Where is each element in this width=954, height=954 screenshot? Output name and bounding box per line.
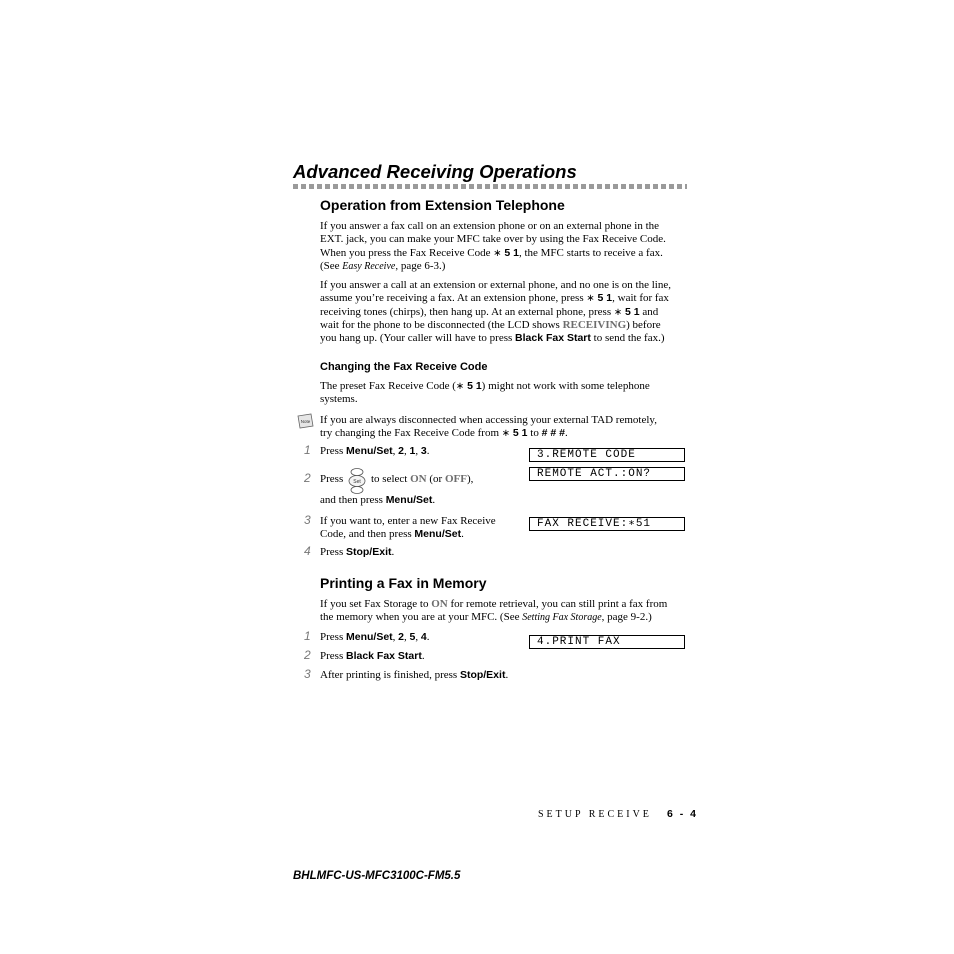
step-text: Press Black Fax Start. [320, 650, 425, 662]
step-text-line2: and then press Menu/Set. [320, 494, 436, 506]
step-text: Press Menu/Set, 2, 1, 3. [320, 445, 430, 457]
section-title-change-code: Changing the Fax Receive Code [320, 361, 488, 373]
lcd-term: RECEIVING [562, 318, 627, 331]
section-title-extension: Operation from Extension Telephone [320, 197, 565, 213]
step-text-continued: to select ON (or OFF), [371, 473, 474, 485]
paragraph-extension-2: If you answer a call at an extension or external phone, and no one is on the line, assume you’re receiving a fax. At an extension phone, press ∗ 5 1, wait for fax receiving tones (chirps), then hang up. At an external phone, press ∗ 5 1 and wait for the phone to be disconnected (the LCD shows RECEIVING) before you hang up. (Your caller will have to press Black Fax Start to send the fax.) [320, 279, 671, 345]
step-text: Press [320, 473, 344, 485]
section-title-print-memory: Printing a Fax in Memory [320, 575, 487, 591]
page-number: 6 - 4 [667, 808, 699, 820]
lcd-display: 3.REMOTE CODE [529, 448, 685, 462]
note-text: If you are always disconnected when accessing your external TAD remotely, try changing the Fax Receive Code from ∗ 5 1 to # # #. [320, 414, 657, 440]
step-text: After printing is finished, press Stop/Exit. [320, 669, 509, 681]
heading-dotted-rule [293, 184, 687, 189]
document-id: BHLMFC-US-MFC3100C-FM5.5 [293, 870, 461, 882]
note-icon [297, 413, 314, 429]
step-text: Press Stop/Exit. [320, 546, 395, 558]
star-key-icon: ∗ [493, 247, 502, 259]
svg-text:Note: Note [300, 419, 311, 424]
navigation-key-icon [347, 467, 367, 495]
page-heading: Advanced Receiving Operations [293, 161, 577, 182]
footer-section-name: SETUP RECEIVE [538, 809, 652, 820]
step-number: 2 [304, 471, 311, 485]
step-number: 4 [304, 544, 311, 558]
step-number: 1 [304, 629, 311, 643]
lcd-display: REMOTE ACT.:ON? [529, 467, 685, 481]
cross-reference: Easy Receive [342, 260, 396, 272]
step-number: 3 [304, 667, 311, 681]
step-number: 2 [304, 648, 311, 662]
step-number: 1 [304, 443, 311, 457]
star-key-icon: ∗ [455, 381, 465, 392]
paragraph-extension-1: If you answer a fax call on an extension phone or on an external phone in the EXT. jack, you can make your MFC take over by using the Fax Receive Code. When you press the Fax Receive Code ∗ 5 1, the MFC starts to receive a fax. (See Easy Receive, page 6-3.) [320, 220, 666, 272]
step-number: 3 [304, 513, 311, 527]
star-key-icon: ∗ [613, 306, 623, 318]
lcd-display: FAX RECEIVE:∗51 [529, 517, 685, 531]
paragraph-print-memory: If you set Fax Storage to ON for remote retrieval, you can still print a fax from the memory when you are at your MFC. (See Setting Fax Storage, page 9-2.) [320, 598, 668, 624]
key-name: Black Fax Start [515, 332, 591, 345]
lcd-display: 4.PRINT FAX [529, 635, 685, 649]
step-text: Press Menu/Set, 2, 5, 4. [320, 631, 430, 643]
star-key-icon: ∗ [501, 428, 511, 440]
svg-text:Set: Set [353, 479, 361, 485]
cross-reference: Setting Fax Storage [522, 612, 602, 624]
paragraph-change-code: The preset Fax Receive Code (∗ 5 1) might not work with some telephone systems. [320, 380, 650, 406]
step-text: If you want to, enter a new Fax Receive Code, and then press Menu/Set. [320, 515, 496, 541]
star-key-icon: ∗ [586, 293, 595, 305]
